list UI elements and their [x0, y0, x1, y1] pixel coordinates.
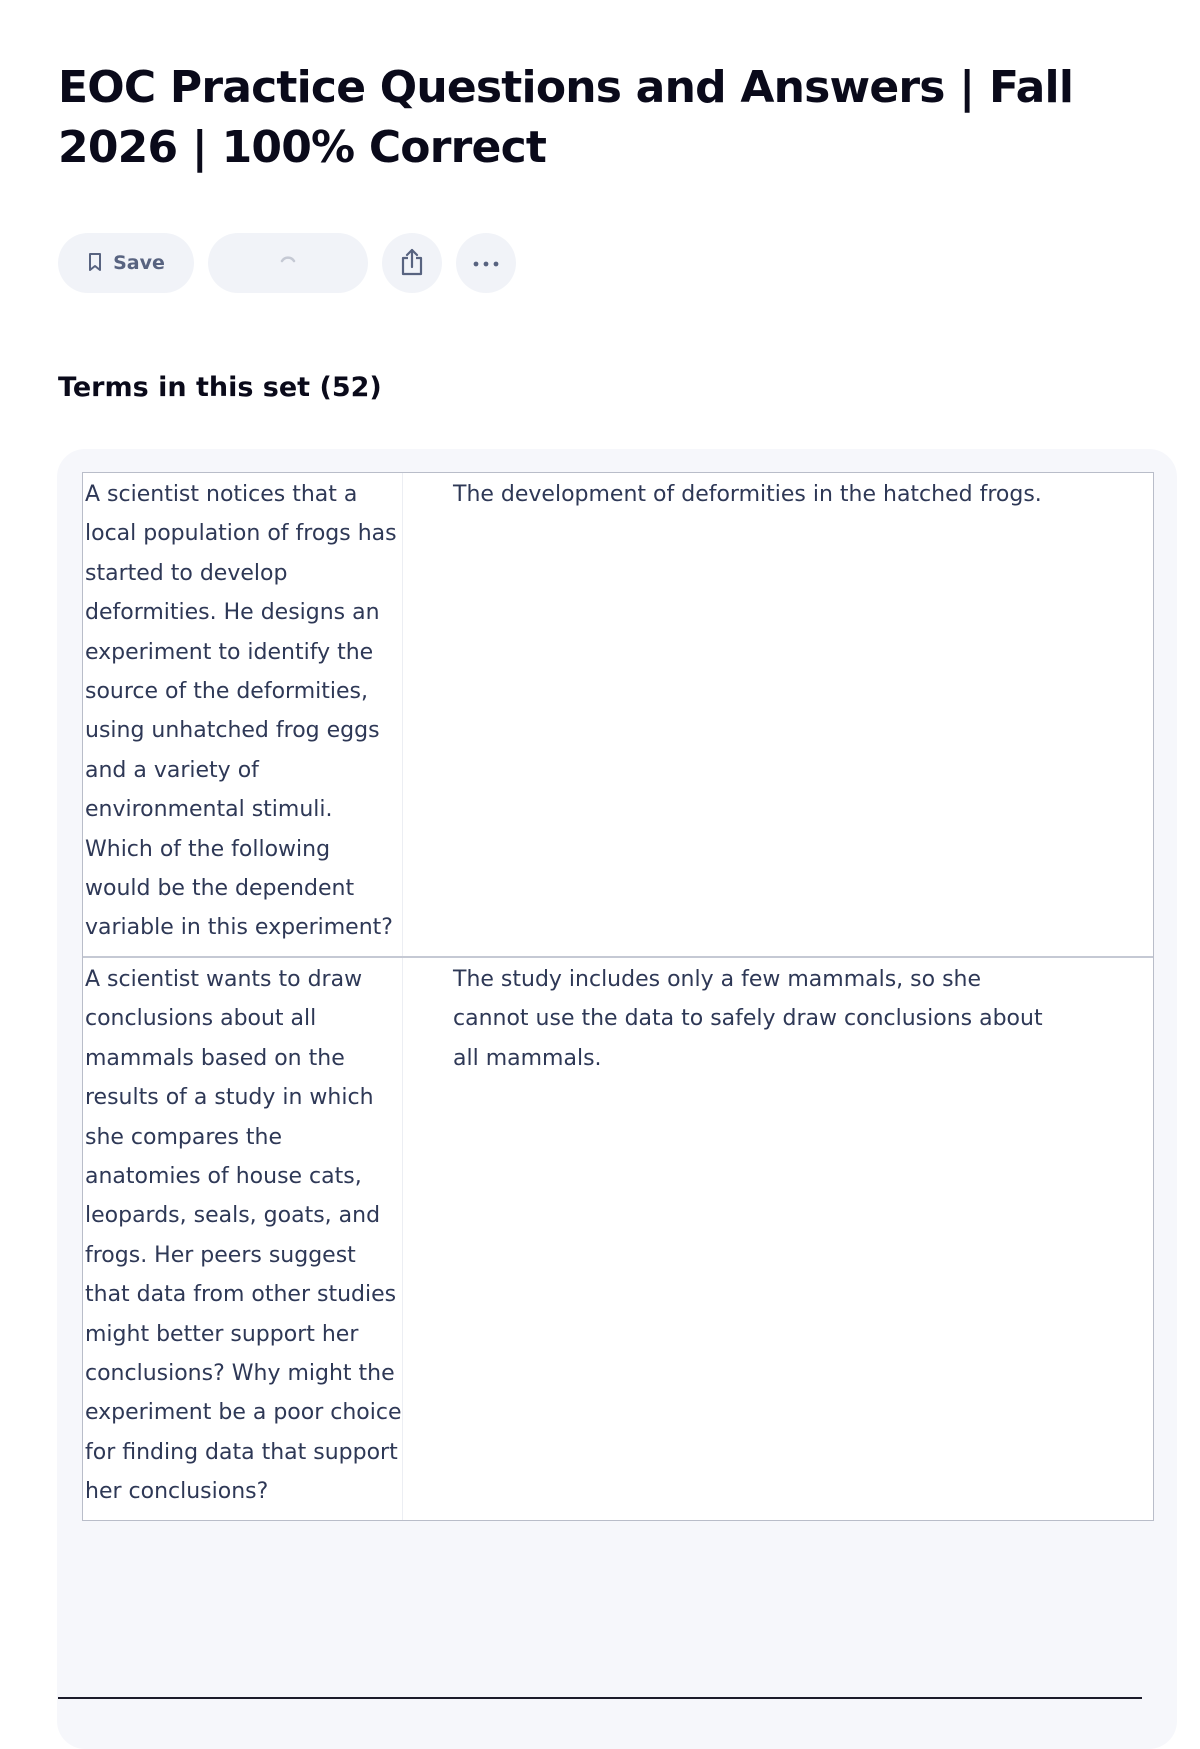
page-title: EOC Practice Questions and Answers | Fall 2026 | 100% Correct	[58, 62, 1074, 173]
loading-button[interactable]	[208, 233, 368, 293]
save-button[interactable]	[58, 233, 194, 293]
term-row	[83, 956, 1153, 1520]
spinner-icon	[278, 252, 298, 275]
share-button[interactable]	[382, 233, 442, 293]
term-row	[83, 473, 1153, 956]
bookmark-icon	[87, 252, 103, 275]
definition-text: The study includes only a few mammals, so she cannot use the data to safely draw conclusions about all mammals.	[453, 966, 1043, 1071]
terms-table	[82, 472, 1154, 1521]
more-options-button[interactable]	[456, 233, 516, 293]
definition-text: The development of deformities in the hatched frogs.	[453, 482, 1042, 507]
bottom-divider	[58, 1697, 1142, 1699]
more-horizontal-icon	[472, 256, 500, 271]
terms-heading: Terms in this set (52)	[58, 372, 382, 403]
term-text: A scientist notices that a local population of frogs has started to develop deformities. He designs an experiment to identify the source of the deformities, using unhatched frog eggs and a variety of environmental stimuli. Which of the following would be the dependent variable in this experiment?	[83, 473, 403, 956]
action-toolbar	[58, 233, 530, 293]
save-button-label: Save	[113, 252, 165, 274]
share-icon	[399, 247, 425, 280]
term-text: A scientist wants to draw conclusions about all mammals based on the results of a study in which she compares the anatomies of house cats, leopards, seals, goats, and frogs. Her peers suggest that data from other studies might better support her conclusions? Why might the experiment be a poor choice for finding data that support her conclusions?	[83, 958, 403, 1520]
